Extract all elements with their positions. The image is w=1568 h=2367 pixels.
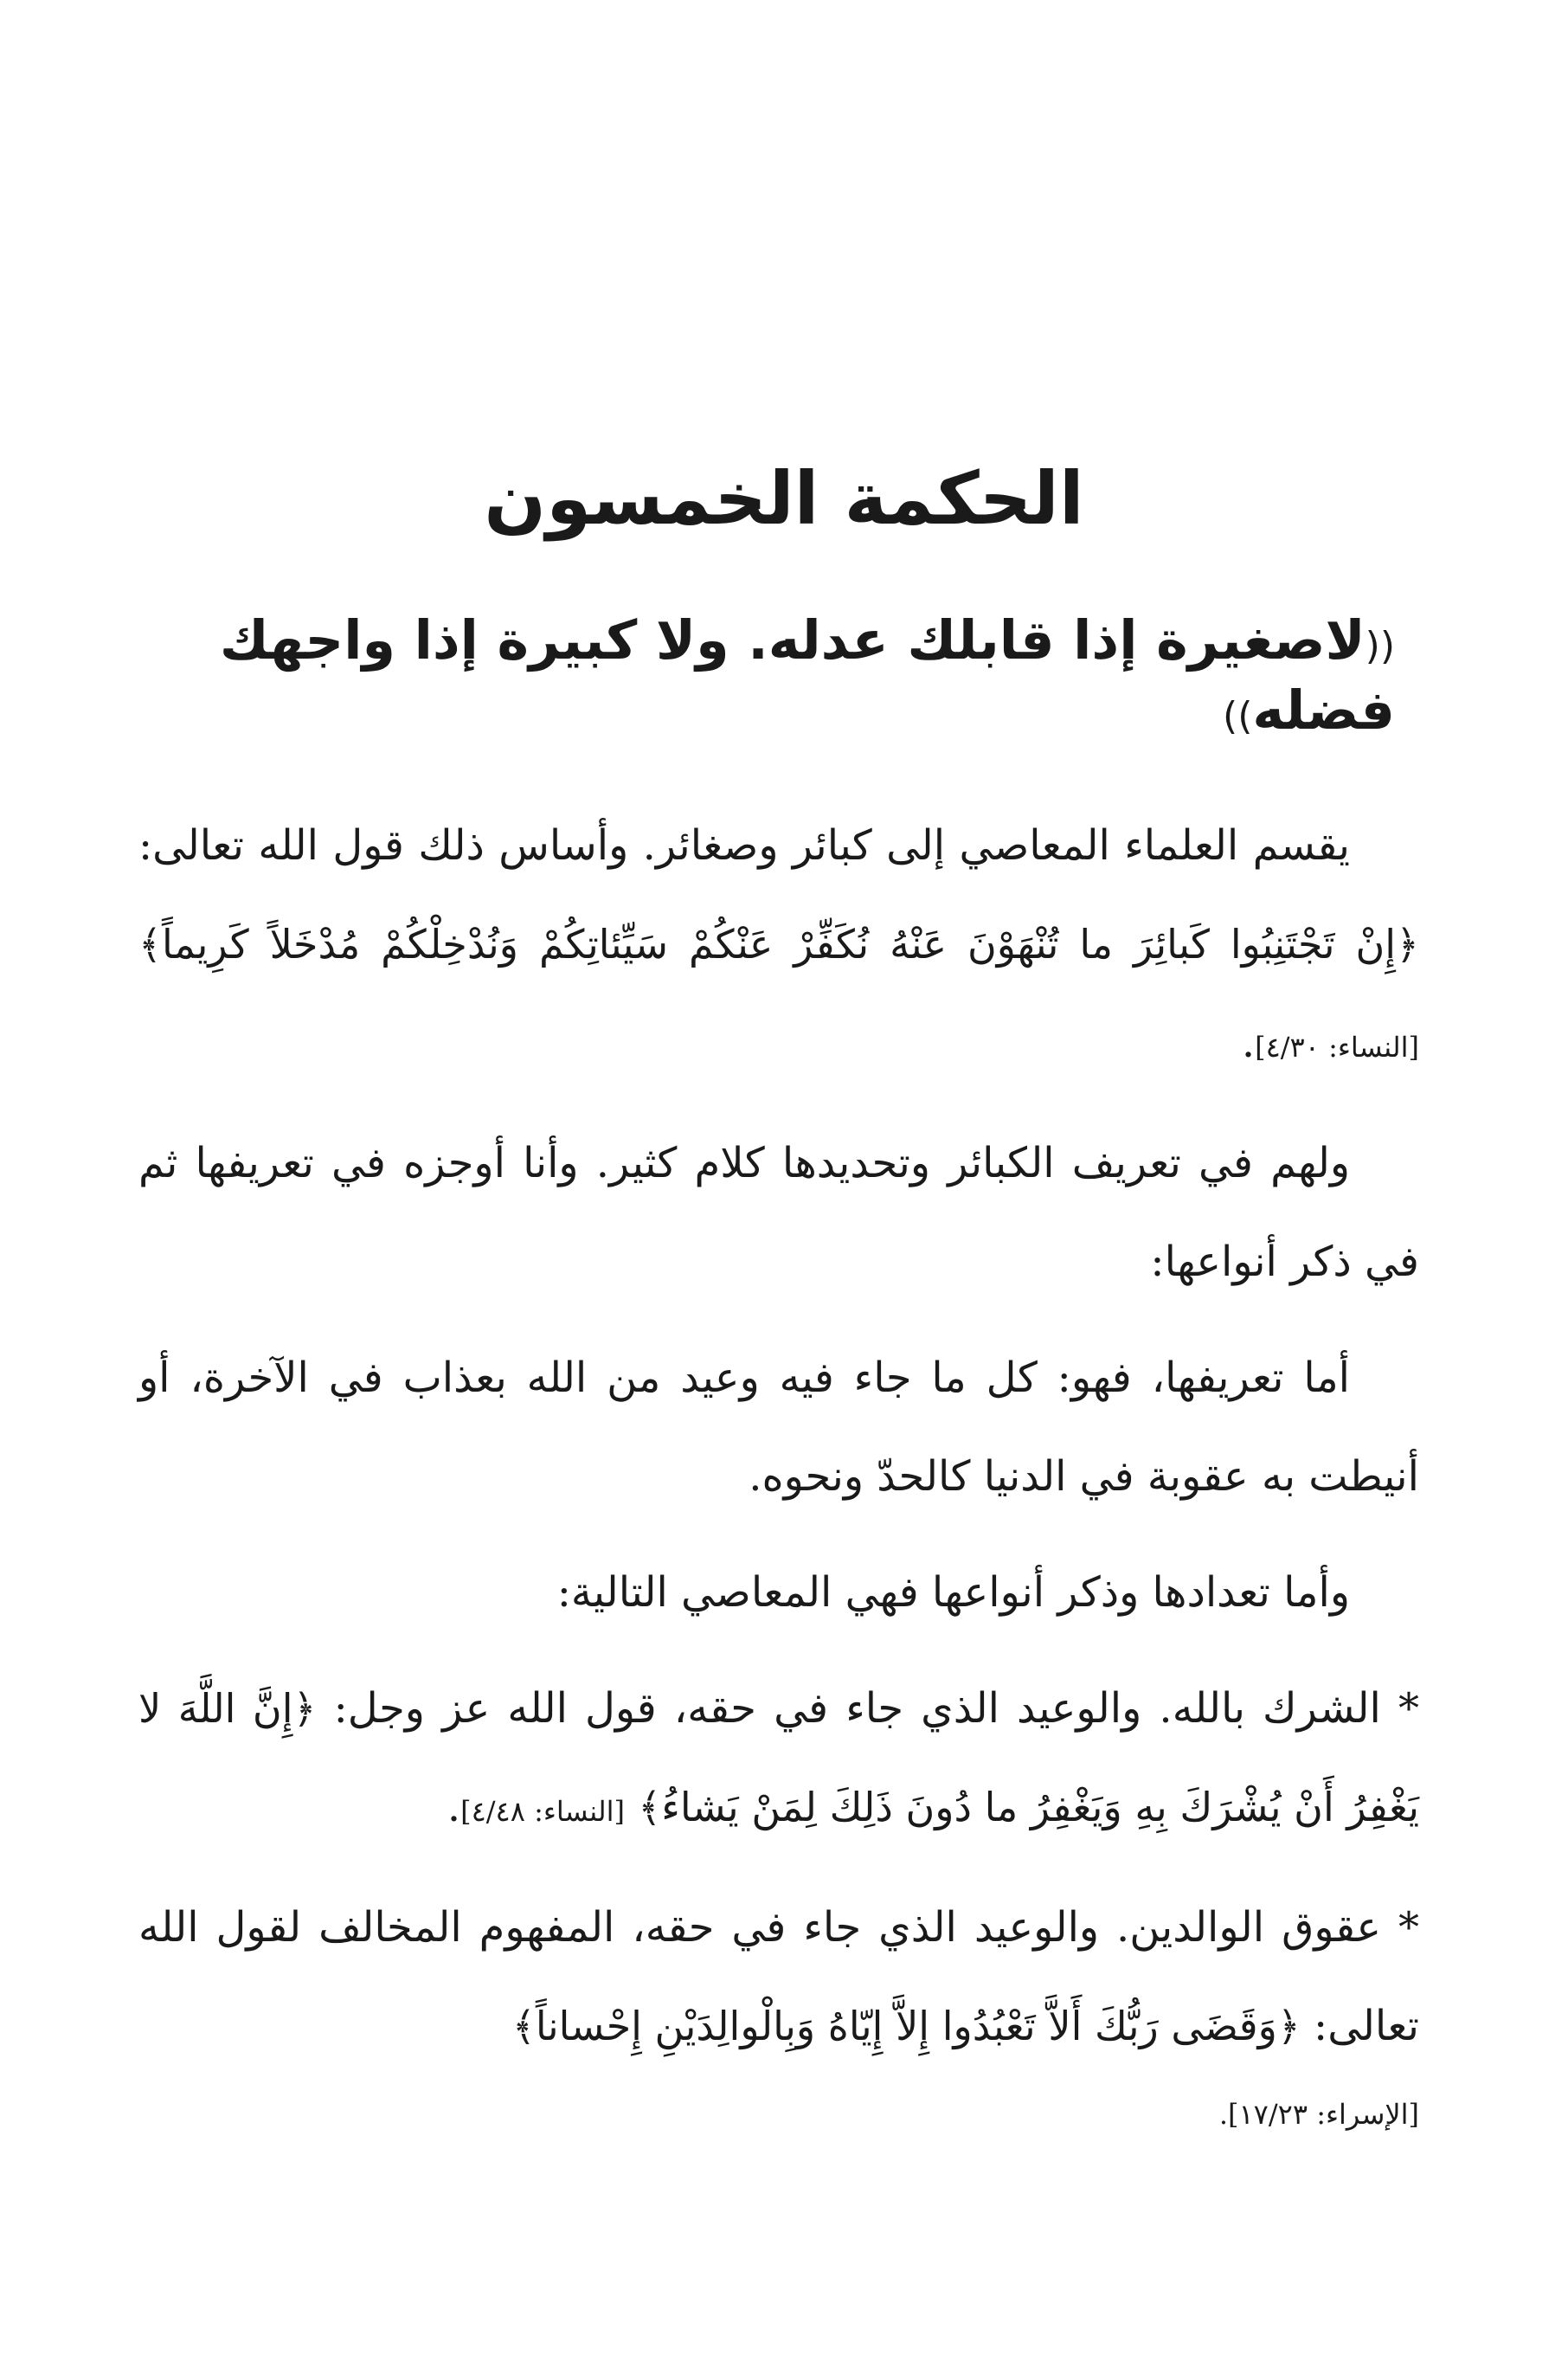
bullet-2-ref-line <box>138 2084 1419 2145</box>
epigraph-text: لاصغيرة إذا قابلك عدله. ولا كبيرة إذا واجهك فضله <box>219 608 1395 742</box>
quran-verse: ﴿وَقَضَى رَبُّكَ أَلاَّ تَعْبُدُوا إِلاَّ إِيّاهُ وَبِالْوالِدَيْنِ إِحْساناً﴾ <box>511 2003 1301 2049</box>
chapter-title: الحكمة الخمسون <box>484 456 1084 542</box>
epigraph-close-quote: )) <box>1223 693 1253 738</box>
quran-verse: ﴿إِنْ تَجْتَنِبُوا كَبائِرَ ما تُنْهَوْنَ عَنْهُ نُكَفِّرْ عَنْكُمْ سَيِّئاتِكُمْ وَنُدْخِلْكُمْ مُدْخَلاً كَرِيماً﴾ <box>138 921 1419 968</box>
bullet-1 <box>138 1659 1419 1861</box>
bullet-2-text: * عقوق الوالدين. والوعيد الذي جاء في حقه، المفهوم المخالف لقول الله تعالى: <box>138 1903 1419 2050</box>
paragraph-1 <box>138 796 1419 1097</box>
verse-reference: [الإسراء: ١٧/٢٣] <box>1228 2098 1419 2131</box>
paragraph-4: وأما تعدادها وذكر أنواعها فهي المعاصي التالية: <box>556 1568 1350 1617</box>
epigraph-open-quote: (( <box>1365 624 1395 668</box>
paragraph-3: أما تعريفها، فهو: كل ما جاء فيه وعيد من الله بعذاب في الآخرة، أو أنيطت به عقوبة في الدنيا كالحدّ ونحوه. <box>138 1354 1419 1501</box>
paragraph-1-end: . <box>1241 1019 1256 1067</box>
verse-reference: [النساء: ٤/٤٨] <box>460 1795 625 1828</box>
bullet-1-text: * الشرك بالله. والوعيد الذي جاء في حقه، قول الله عز وجل: <box>333 1684 1420 1733</box>
quran-verse: ﴿إِنَّ اللَّهَ لا يَغْفِرُ أَنْ يُشْرَكَ بِهِ وَيَغْفِرُ ما دُونَ ذَلِكَ لِمَنْ يَشاءُ﴾ <box>138 1685 1419 1830</box>
verse-reference: [النساء: ٤/٣٠] <box>1255 1031 1419 1064</box>
epigraph <box>166 606 1395 745</box>
paragraph-1-text: يقسم العلماء المعاصي إلى كبائر وصغائر. وأساس ذلك قول الله تعالى: <box>138 821 1351 870</box>
bullet-1-end: . <box>447 1783 461 1831</box>
bullet-2 <box>138 1878 1419 2075</box>
paragraph-2: ولهم في تعريف الكبائر وتحديدها كلام كثير. وأنا أوجزه في تعريفها ثم في ذكر أنواعها: <box>138 1139 1419 1286</box>
bullet-2-end: . <box>1218 2098 1228 2131</box>
body-text <box>138 796 1419 2162</box>
